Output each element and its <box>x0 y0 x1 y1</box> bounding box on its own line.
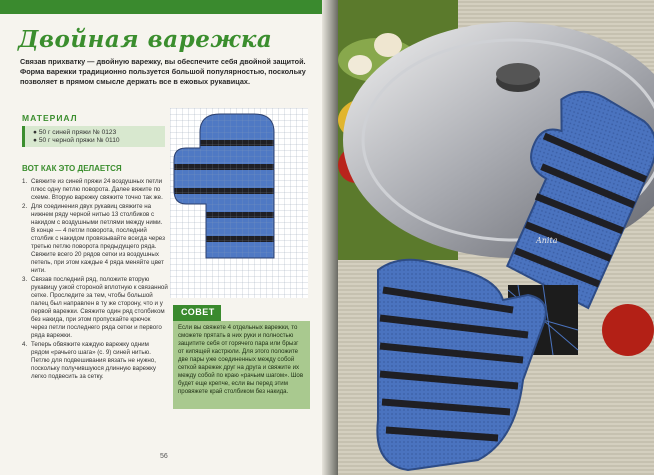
tomato-icon <box>602 304 654 356</box>
materials-item: ● 50 г черной пряжи № 0110 <box>33 137 120 145</box>
instruction-step <box>22 178 168 202</box>
step-text: Теперь обвяжите каждую варежку одним рядом «рачьего шага» (с. 9) синей нитью. Петлю для подвешивания вязать не нужно, поскольку получившуюся длинную варежку легко подвесить за сетку. <box>31 341 157 380</box>
materials-item: ● 50 г синей пряжи № 0123 <box>33 129 117 136</box>
instructions-heading: ВОТ КАК ЭТО ДЕЛАЕТСЯ <box>22 164 122 173</box>
materials-list <box>25 126 165 146</box>
materials-item-text: 50 г черной пряжи № 0110 <box>38 137 120 145</box>
step-number: 2. <box>22 203 28 210</box>
intro-paragraph: Связав прихватку — двойную варежку, вы обеспечите себя двойной защитой. Форма варежки традиционно пользуется большой популярностью, поскольку позволяет в прямом смысле держать все в ежовых рукавицах. <box>20 57 306 86</box>
tip-title: СОВЕТ <box>181 307 215 317</box>
instruction-step <box>22 203 168 275</box>
step-number: 4. <box>22 341 28 348</box>
step-number: 3. <box>22 276 28 283</box>
mitten-knitting-chart <box>170 108 308 298</box>
watermark-signature: Anita <box>536 236 558 245</box>
step-text: Свяжите из синей пряжи 24 воздушных петли плюс одну петлю поворота. Далее вяжите по схеме. Вторую варежку свяжите точно так же. <box>31 178 163 201</box>
tip-box <box>173 321 310 409</box>
step-number: 1. <box>22 178 28 185</box>
materials-item-text: 50 г синей пряжи № 0123 <box>38 129 117 136</box>
step-text: Связав последний ряд, положите вторую рукавицу узкой стороной вплотную к связанной сетке. Проследите за тем, чтобы большой палец был направлен в ту же сторону, что и у первой варежки. Свяжите один ряд столбиком без накида, при этом пропускайте крючок через петли последнего ряда сетки и первого ряда варежки. <box>31 276 168 339</box>
step-text: Для соединения двух рукавиц свяжите на нижнем ряду черной нитью 13 столбиков с накидом с воздушными петлями между ними. В конце — 4 петли поворота, последний столбик с накидом провязывайте всегда через третью петлю поворота предыдущего ряда. Свяжите всего 20 рядов сетки из воздушных петель, при этом каждые 4 ряда меняйте цвет нити. <box>31 203 165 274</box>
page-title: Двойная варежка <box>18 26 273 53</box>
instruction-step <box>22 276 168 340</box>
materials-box <box>22 126 165 147</box>
instructions-list <box>22 178 168 382</box>
right-page-photo <box>338 0 654 475</box>
instruction-step <box>22 341 168 381</box>
page-number: 56 <box>160 453 168 460</box>
top-color-bar <box>0 0 330 14</box>
mittens-photo <box>338 0 654 475</box>
materials-heading: МАТЕРИАЛ <box>22 113 78 123</box>
tip-text: Если вы свяжете 4 отдельных варежки, то сможете прятать в них руки и полностью защитите себя от горячего пара или брызг от кипящей кастрюли. Для этого положите две пары уже соединенных между собой сеткой варежек друг на друга и свяжите их между собой по краю «рачьим шагом». Шов будет еще крепче, если вы перед этим провяжете край столбиком без накида. <box>178 324 304 395</box>
